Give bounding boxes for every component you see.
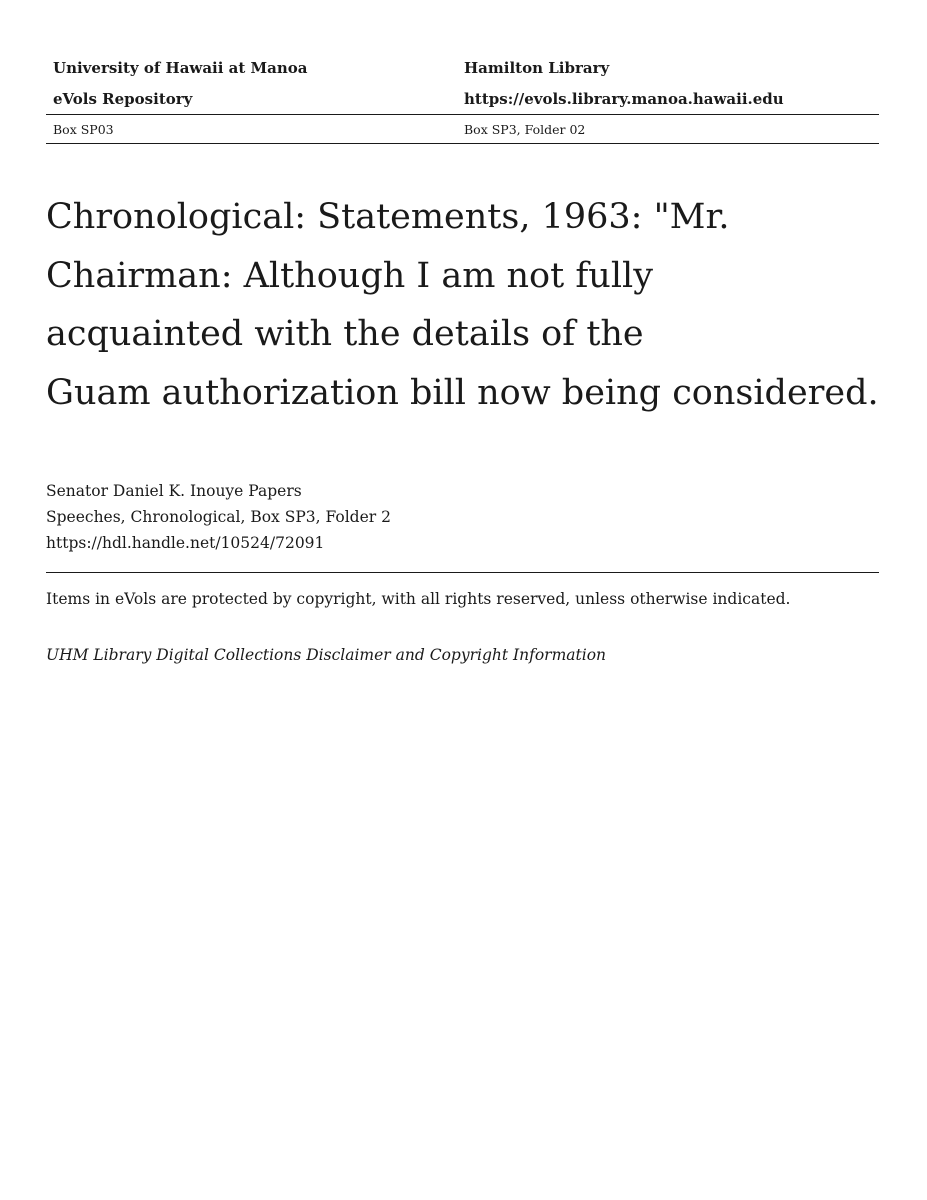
institution-name: University of Hawaii at Manoa: [53, 58, 308, 77]
header-row-1: [46, 52, 879, 83]
metadata-block: [46, 478, 879, 556]
header-divider-bottom: [46, 143, 879, 144]
handle-link[interactable]: https://hdl.handle.net/10524/72091: [46, 534, 325, 552]
title-line: acquainted with the details of the: [46, 314, 644, 354]
copyright-notice: Items in eVols are protected by copyright, with all rights reserved, unless otherwise indicated.: [46, 590, 791, 608]
footer-divider: [46, 572, 879, 573]
repository-name: eVols Repository: [53, 89, 193, 108]
box-label-right: Box SP3, Folder 02: [464, 121, 586, 137]
header-row-2: [46, 83, 879, 114]
library-name: Hamilton Library: [464, 58, 610, 77]
collection-name: Senator Daniel K. Inouye Papers: [46, 482, 302, 500]
series-info: Speeches, Chronological, Box SP3, Folder 2: [46, 508, 391, 526]
box-row: [46, 115, 879, 143]
repository-url-link[interactable]: https://evols.library.manoa.hawaii.edu: [464, 89, 784, 108]
box-label-left: Box SP03: [53, 121, 114, 137]
title-line: Chronological: Statements, 1963: "Mr.: [46, 197, 730, 237]
title-line: Guam authorization bill now being considered.: [46, 372, 879, 413]
title-line: Chairman: Although I am not fully: [46, 255, 653, 296]
header-block: [46, 52, 879, 144]
disclaimer-link[interactable]: UHM Library Digital Collections Disclaimer and Copyright Information: [46, 646, 607, 664]
document-title: [46, 188, 924, 422]
